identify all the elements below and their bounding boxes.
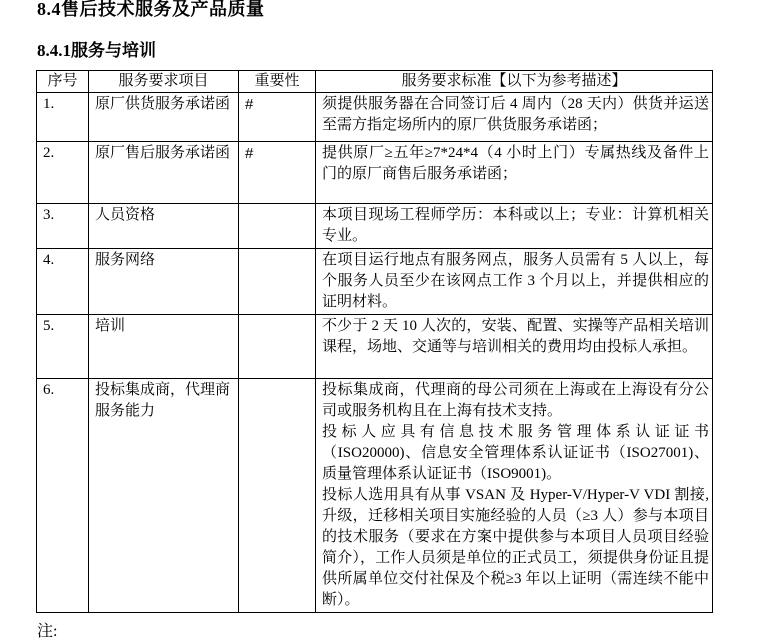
table-row — [37, 204, 713, 249]
col-header-item: 服务要求项目 — [89, 71, 239, 93]
row-standard — [316, 204, 713, 249]
subsection-heading: 8.4.1服务与培训 — [37, 41, 156, 60]
table-row — [37, 249, 713, 315]
row-item: 人员资格 — [89, 204, 239, 249]
col-header-standard: 服务要求标准【以下为参考描述】 — [316, 71, 713, 93]
col-header-seq: 序号 — [37, 71, 89, 93]
row-standard — [316, 315, 713, 379]
requirement-paragraph: 不少于 2 天 10 人次的，安装、配置、实操等产品相关培训课程，场地、交通等与培训相关的费用均由投标人承担。 — [322, 318, 709, 355]
row-importance: # — [239, 142, 316, 204]
requirement-paragraph: 投标人应具有信息技术服务管理体系认证证书（ISO20000)、信息安全管理体系认证证书（ISO27001)、质量管理体系认证证书（ISO9001)。 — [322, 424, 709, 482]
row-number: 4. — [37, 249, 89, 315]
row-importance — [239, 379, 316, 613]
requirement-paragraph: 投标集成商，代理商的母公司须在上海或在上海设有分公司或服务机构且在上海有技术支持。 — [322, 382, 709, 419]
row-number: 2. — [37, 142, 89, 204]
row-number: 1. — [37, 93, 89, 142]
row-item: 原厂供货服务承诺函 — [89, 93, 239, 142]
row-number: 3. — [37, 204, 89, 249]
table-row — [37, 142, 713, 204]
requirement-paragraph: 本项目现场工程师学历：本科或以上；专业：计算机相关专业。 — [322, 207, 709, 244]
row-importance — [239, 249, 316, 315]
row-importance — [239, 204, 316, 249]
note-label: 注: — [37, 623, 58, 640]
table-row — [37, 379, 713, 613]
row-standard — [316, 379, 713, 613]
service-table-body — [37, 93, 713, 613]
table-header-row — [37, 71, 713, 93]
row-importance: # — [239, 93, 316, 142]
row-item: 培训 — [89, 315, 239, 379]
row-standard — [316, 93, 713, 142]
table-row — [37, 93, 713, 142]
row-number: 5. — [37, 315, 89, 379]
requirement-paragraph: 须提供服务器在合同签订后 4 周内（28 天内）供货并运送至需方指定场所内的原厂供货服务承诺函； — [322, 96, 709, 133]
requirement-paragraph: 提供原厂≥五年≥7*24*4（4 小时上门）专属热线及备件上门的原厂商售后服务承诺函； — [322, 145, 709, 182]
row-importance — [239, 315, 316, 379]
requirement-paragraph: 投标人选用具有从事 VSAN 及 Hyper-V/Hyper-V VDI 割接,升级，迁移相关项目实施经验的人员（≥3 人）参与本项目的技术服务（要求在方案中提供参与本项目人员项目经验简介），工作人员须是单位的正式员工，须提供身份证且提供所属单位交付社保及个税≥3 年以上证明（需连续不能中断）。 — [322, 487, 709, 608]
section-heading: 8.4售后技术服务及产品质量 — [37, 0, 265, 19]
row-standard — [316, 142, 713, 204]
col-header-importance: 重要性 — [239, 71, 316, 93]
service-requirements-table — [36, 70, 713, 613]
row-item: 服务网络 — [89, 249, 239, 315]
row-item: 原厂售后服务承诺函 — [89, 142, 239, 204]
row-item: 投标集成商，代理商服务能力 — [89, 379, 239, 613]
table-row — [37, 315, 713, 379]
row-number: 6. — [37, 379, 89, 613]
row-standard — [316, 249, 713, 315]
requirement-paragraph: 在项目运行地点有服务网点，服务人员需有 5 人以上，每个服务人员至少在该网点工作 3 个月以上，并提供相应的证明材料。 — [322, 252, 709, 310]
